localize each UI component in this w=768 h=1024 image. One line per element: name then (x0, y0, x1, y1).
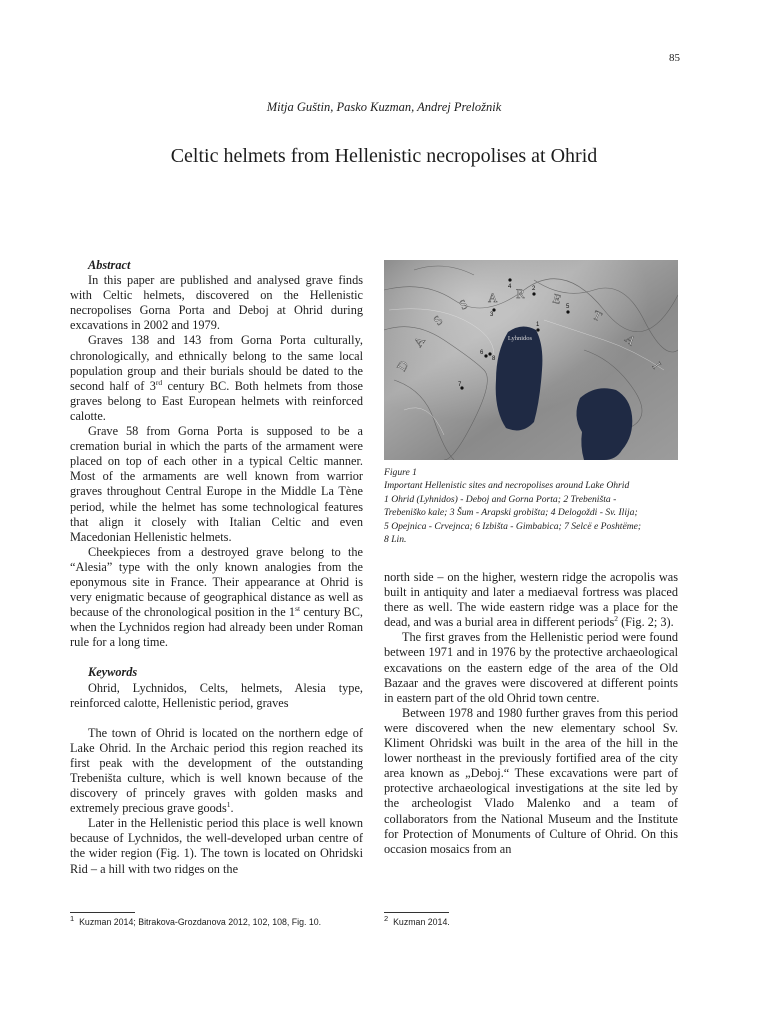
site-3: 3 (490, 312, 494, 318)
right-column (384, 570, 678, 857)
map-letter-10: I (649, 359, 665, 372)
site-2: 2 (532, 286, 536, 292)
footnote-rule-right (384, 912, 449, 913)
abstract-heading: Abstract (88, 258, 131, 272)
map-letter-9: A (622, 330, 639, 349)
map-letter-6: R (516, 286, 525, 301)
map-letter-1: D (393, 357, 412, 374)
site-6: 6 (480, 350, 484, 356)
abstract-paragraph-1: In this paper are published and analysed grave finds with Celtic helmets, discovered on the Hellenistic necropolises Gorna Porta and Deboj at Ohrid during excavations in 2002 and 1979. (70, 273, 363, 333)
authors: Mitja Guštin, Pasko Kuzman, Andrej Preložnik (266, 100, 502, 114)
article-title: Celtic helmets from Hellenistic necropolises at Ohrid (170, 145, 598, 167)
map-letter-5: A (488, 290, 498, 305)
left-column (70, 258, 363, 877)
footnote-rule-left (70, 912, 135, 913)
map-letter-3: S (430, 312, 446, 329)
keywords-text: Ohrid, Lychnidos, Celts, helmets, Alesia type, reinforced calotte, Hellenistic period, graves (70, 680, 363, 710)
map-letter-7: E (551, 290, 563, 307)
caption-line: 5 Opejnica - Crvejnca; 6 Izbišta - Gimbabica; 7 Selcë e Poshtëme; (384, 520, 642, 532)
body-paragraph-4: The first graves from the Hellenistic period were found between 1971 and in 1976 by the protective archaeological excavations on the eastern edge of the area of the Old Bazaar and the graves were discovered at different points in eastern part of the old Ohrid town centre. (384, 630, 678, 705)
site-1: 1 (536, 322, 540, 328)
abstract-paragraph-4: Cheekpieces from a destroyed grave belong to the “Alesia” type with the only known analogies from the eponymous site in France. Their appearance at Ohrid is very enigmatic because of geographical distance as well as because of the chronological position in the 1st century BC, when the Lychnidos region had already been under Roman rule for a long time. (70, 544, 363, 650)
map-letter-4: S (456, 296, 470, 313)
caption-line: 8 Lin. (384, 534, 407, 546)
footnote-2: $^2$ Kuzman 2014. (384, 914, 450, 927)
caption-line: Trebeniško kale; 3 Šum - Arapski grobišta; 4 Delogoždi - Sv. Ilija; (384, 507, 638, 519)
body-paragraph-1: The town of Ohrid is located on the northern edge of Lake Ohrid. In the Archaic period this region reached its first peak with the development of the outstanding Trebeništa culture, which is well known because of the discovery of princely graves with golden masks and extremely precious grave goods$^1$. (70, 725, 363, 816)
abstract-paragraph-2: Graves 138 and 143 from Gorna Porta culturally, chronologically, and ethnically belong to the same local population group and their burials should be dated to the second half of 3rd century BC. Both helmets from those graves belong to East European helmets with reinforced calotte. (70, 333, 363, 423)
lake-ohrid-map (384, 260, 678, 460)
abstract-paragraph-3: Grave 58 from Gorna Porta is supposed to be a cremation burial in which the parts of the armament were placed on top of each other in a typical Celtic manner. Most of the armaments are well known from warrior graves throughout Central Europe in the Middle La Tène period, while the helmet has some technological features that align it closely with Italian Celtic and even Macedonian Hellenistic helmets. (70, 424, 363, 544)
page-number: 85 (669, 52, 680, 64)
body-paragraph-5: Between 1978 and 1980 further graves from this period were discovered when the new elementary school Sv. Kliment Ohridski was built in the area of the hill in the lower northeast in the previously fortified area of the city area known as „Deboj.“ These excavations were part of protective archaeological investigations at the site led by the archeologist Vlado Malenko and a team of collaborators from the National Museum and the Institute for Protection of Monuments of Culture of Ohrid. On this occasion mosaics from an (384, 705, 678, 856)
site-5: 5 (566, 304, 570, 310)
site-4: 4 (508, 284, 512, 290)
footnote-1: $^1$ Kuzman 2014; Bitrakova-Grozdanova 2012, 102, 108, Fig. 10. (70, 914, 322, 927)
keywords-heading: Keywords (88, 665, 138, 680)
map-letter-8: T (590, 307, 605, 325)
caption-line: 1 Ohrid (Lyhnidos) - Deboj and Gorna Porta; 2 Trebeništa - (384, 493, 617, 505)
site-8: 8 (492, 356, 496, 362)
lake-label: Lyhnidos (507, 335, 533, 342)
body-paragraph-2: Later in the Hellenistic period this place is well known because of Lychnidos, the well-developed urban centre of the wider region (Fig. 1). The town is located on Ohridski Rid – a hill with two ridges on the (70, 816, 363, 876)
caption-line: Important Hellenistic sites and necropolises around Lake Ohrid (384, 480, 630, 492)
map-letter-2: A (410, 333, 428, 350)
figure-caption (384, 466, 678, 546)
body-paragraph-3: north side – on the higher, western ridge the acropolis was built in antiquity and later a mediaeval fortress was placed there as well. The wide eastern ridge was a place for the dead, and was a burial area in different periods$^2$ (Fig. 2; 3). (384, 570, 678, 630)
site-7: 7 (458, 382, 462, 388)
caption-line: Figure 1 (384, 467, 417, 478)
